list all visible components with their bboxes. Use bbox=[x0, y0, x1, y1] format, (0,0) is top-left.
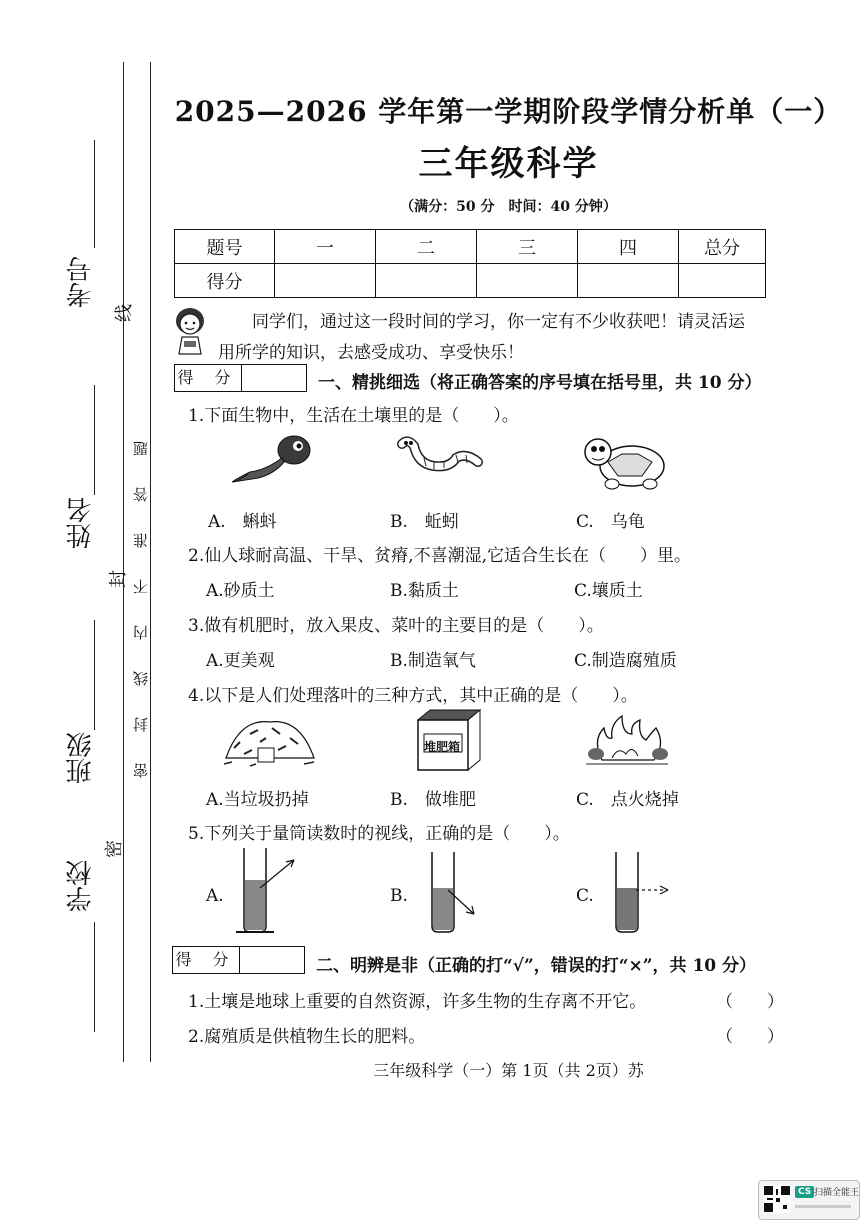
q2-option-c[interactable]: C.壤质土 bbox=[574, 581, 643, 601]
section2-score-label: 得 分 bbox=[173, 947, 240, 973]
question-1: 1.下面生物中，生活在土壤里的是（ ）。 bbox=[188, 406, 519, 426]
camscanner-badge bbox=[758, 1180, 860, 1220]
score-table-header: 一 bbox=[275, 230, 376, 264]
cylinder-a-icon bbox=[232, 846, 312, 936]
compost-box-label: 堆肥箱 bbox=[424, 740, 461, 754]
q1-option-a[interactable]: A. 蝌蚪 bbox=[208, 512, 277, 532]
section2-score-box bbox=[172, 946, 305, 974]
judgment-1-answer-blank[interactable]: （ ） bbox=[716, 992, 784, 1012]
section2-title: 二、明辨是非（正确的打“√”，错误的打“×”，共 10 分） bbox=[316, 956, 757, 976]
section1-score-box bbox=[174, 364, 307, 392]
score-table-header: 四 bbox=[578, 230, 679, 264]
subject-title: 三年级科学 bbox=[418, 144, 599, 184]
school-underline bbox=[94, 922, 95, 1032]
question-4: 4.以下是人们处理落叶的三种方式，其中正确的是（ ）。 bbox=[188, 686, 638, 706]
page-footer: 三年级科学（一）第 1页（共 2页）苏 bbox=[373, 1061, 644, 1080]
school-label: 学校 bbox=[66, 860, 96, 912]
section1-score-input[interactable] bbox=[242, 365, 306, 391]
q5-option-c[interactable]: C. bbox=[576, 886, 594, 906]
camscanner-logo: CS bbox=[795, 1186, 814, 1198]
exam-number-label: 考号 bbox=[66, 256, 96, 308]
judgment-1: 1.土壤是地球上重要的自然资源，许多生物的生存离不开它。 bbox=[188, 992, 647, 1012]
name-label: 姓名 bbox=[66, 497, 96, 549]
question-5: 5.下列关于量筒读数时的视线，正确的是（ ）。 bbox=[188, 824, 570, 844]
seal-char-line: 线 bbox=[114, 304, 135, 322]
score-time-info: （满分：50 分 时间：40 分钟） bbox=[400, 199, 617, 215]
burning-leaves-icon bbox=[582, 710, 672, 770]
cylinder-c-icon bbox=[602, 846, 682, 936]
section1-title: 一、精挑细选（将正确答案的序号填在括号里，共 10 分） bbox=[318, 373, 762, 393]
score-cell[interactable] bbox=[477, 264, 578, 298]
score-table-score-row bbox=[175, 264, 766, 298]
name-underline bbox=[94, 385, 95, 495]
class-underline bbox=[94, 620, 95, 730]
exam-title: 2025—2026 学年第一学期阶段学情分析单（一） bbox=[174, 95, 843, 128]
earthworm-icon bbox=[394, 434, 489, 484]
q4-option-c[interactable]: C. 点火烧掉 bbox=[576, 790, 679, 810]
q3-option-c[interactable]: C.制造腐殖质 bbox=[574, 651, 677, 671]
seal-warning: 密封线内不准答题 bbox=[132, 410, 150, 778]
intro-text bbox=[218, 307, 774, 369]
judgment-2: 2.腐殖质是供植物生长的肥料。 bbox=[188, 1027, 426, 1047]
score-row-label: 得分 bbox=[175, 264, 275, 298]
girl-illustration bbox=[170, 305, 210, 355]
name-field[interactable] bbox=[68, 385, 98, 555]
qr-code-icon bbox=[763, 1185, 791, 1213]
score-table-header-row bbox=[175, 230, 766, 264]
q1-option-c[interactable]: C. 乌龟 bbox=[576, 512, 645, 532]
class-label: 班级 bbox=[66, 732, 96, 784]
intro-line-1: 同学们，通过这一段时间的学习，你一定有不少收获吧！请灵活运 bbox=[252, 312, 745, 332]
class-field[interactable] bbox=[68, 620, 98, 790]
exam-number-underline bbox=[94, 140, 95, 248]
question-2: 2.仙人球耐高温、干旱、贫瘠,不喜潮湿,它适合生长在（ ）里。 bbox=[188, 546, 692, 566]
score-table-header: 三 bbox=[477, 230, 578, 264]
binding-line-left bbox=[123, 62, 124, 1062]
score-table-header: 二 bbox=[376, 230, 477, 264]
q5-option-a[interactable]: A. bbox=[206, 886, 224, 906]
q4-option-b[interactable]: B. 做堆肥 bbox=[390, 790, 476, 810]
q4-option-a[interactable]: A.当垃圾扔掉 bbox=[206, 790, 309, 810]
score-cell[interactable] bbox=[679, 264, 766, 298]
camscanner-name: 扫描全能王 bbox=[814, 1188, 860, 1198]
judgment-2-answer-blank[interactable]: （ ） bbox=[716, 1027, 784, 1047]
q3-option-a[interactable]: A.更美观 bbox=[206, 651, 275, 671]
leaf-garbage-pile-icon bbox=[220, 708, 320, 770]
turtle-icon bbox=[582, 432, 672, 492]
question-3: 3.做有机肥时，放入果皮、菜叶的主要目的是（ ）。 bbox=[188, 616, 604, 636]
score-cell[interactable] bbox=[275, 264, 376, 298]
school-field[interactable] bbox=[68, 860, 98, 1030]
cylinder-b-icon bbox=[420, 846, 500, 936]
q3-option-b[interactable]: B.制造氧气 bbox=[390, 651, 476, 671]
tadpole-icon bbox=[228, 430, 323, 490]
score-table-header: 总分 bbox=[679, 230, 766, 264]
intro-line-2: 用所学的知识，去感受成功、享受快乐！ bbox=[218, 343, 524, 363]
section1-score-label: 得 分 bbox=[175, 365, 242, 391]
score-cell[interactable] bbox=[578, 264, 679, 298]
q5-option-b[interactable]: B. bbox=[390, 886, 408, 906]
score-table bbox=[174, 229, 766, 298]
camscanner-tagline-line bbox=[795, 1205, 851, 1208]
seal-char-seal: 封 bbox=[108, 570, 129, 588]
section2-score-input[interactable] bbox=[240, 947, 304, 973]
score-table-header: 题号 bbox=[175, 230, 275, 264]
seal-char-secret: 密 bbox=[104, 840, 125, 858]
q1-option-b[interactable]: B. 蚯蚓 bbox=[390, 512, 459, 532]
score-cell[interactable] bbox=[376, 264, 477, 298]
q2-option-a[interactable]: A.砂质土 bbox=[206, 581, 275, 601]
exam-number-field[interactable] bbox=[68, 140, 98, 330]
q2-option-b[interactable]: B.黏质土 bbox=[390, 581, 459, 601]
